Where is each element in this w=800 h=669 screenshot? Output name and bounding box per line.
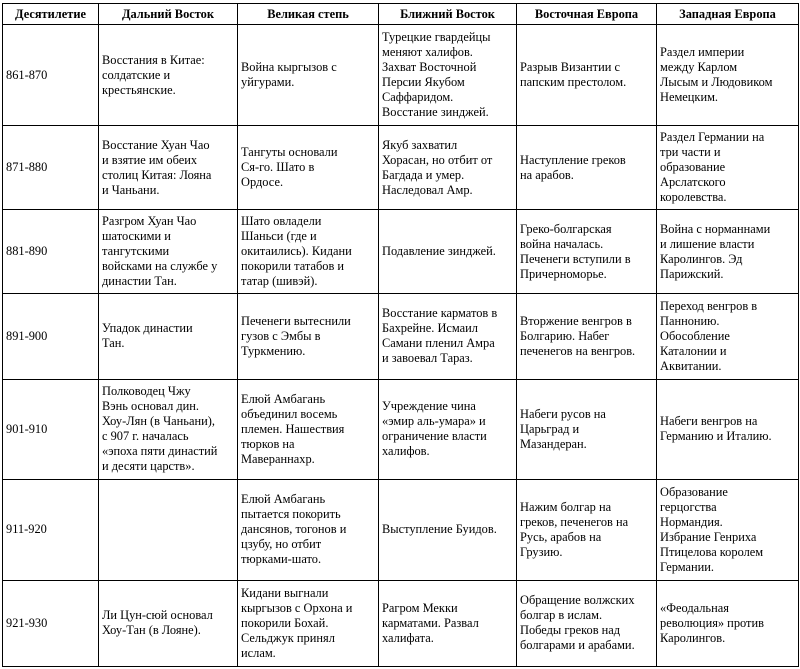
eastern-europe-cell: Нажим болгар на греков, печенегов на Русь, арабов на Грузию. xyxy=(517,479,657,580)
far-east-cell xyxy=(99,479,238,580)
western-europe-cell: Раздел Германии на три части и образование Арслатского королевства. xyxy=(657,126,799,210)
eastern-europe-cell: Наступление греков на арабов. xyxy=(517,126,657,210)
eastern-europe-cell: Греко-болгарская война началась. Печенеги вступили в Причерноморье. xyxy=(517,210,657,294)
great-steppe-cell: Елюй Амбагань пытается покорить дансянов, тогонов и цзубу, но отбит тюрками-шато. xyxy=(238,479,379,580)
table-row xyxy=(3,25,799,126)
table-row xyxy=(3,580,799,666)
table-row xyxy=(3,294,799,379)
header-decade: Десятилетие xyxy=(3,4,99,25)
decade-cell: 861-870 xyxy=(3,25,99,126)
great-steppe-cell: Война кыргызов с уйгурами. xyxy=(238,25,379,126)
header-far-east: Дальний Восток xyxy=(99,4,238,25)
western-europe-cell: Набеги венгров на Германию и Италию. xyxy=(657,379,799,479)
header-row xyxy=(3,4,799,25)
western-europe-cell: Раздел империи между Карлом Лысым и Людовиком Немецким. xyxy=(657,25,799,126)
decade-cell: 881-890 xyxy=(3,210,99,294)
great-steppe-cell: Шато овладели Шаньси (где и окитаились). Кидани покорили татабов и татар (шивэй). xyxy=(238,210,379,294)
western-europe-cell: Война с норманнами и лишение власти Каролингов. Эд Парижский. xyxy=(657,210,799,294)
table-row xyxy=(3,379,799,479)
chronology-table xyxy=(2,3,799,667)
great-steppe-cell: Кидани выгнали кыргызов с Орхона и покорили Бохай. Сельджук принял ислам. xyxy=(238,580,379,666)
near-east-cell: Учреждение чина «эмир аль-умара» и ограничение власти халифов. xyxy=(379,379,517,479)
western-europe-cell: Переход венгров в Паннонию. Обособление Каталонии и Аквитании. xyxy=(657,294,799,379)
eastern-europe-cell: Разрыв Византии с папским престолом. xyxy=(517,25,657,126)
far-east-cell: Восстание Хуан Чао и взятие им обеих столиц Китая: Лояна и Чаньани. xyxy=(99,126,238,210)
near-east-cell: Восстание карматов в Бахрейне. Исмаил Самани пленил Амра и завоевал Тараз. xyxy=(379,294,517,379)
header-eastern-europe: Восточная Европа xyxy=(517,4,657,25)
table-row xyxy=(3,210,799,294)
western-europe-cell: Образование герцогства Нормандия. Избрание Генриха Птицелова королем Германии. xyxy=(657,479,799,580)
near-east-cell: Выступление Буидов. xyxy=(379,479,517,580)
decade-cell: 871-880 xyxy=(3,126,99,210)
great-steppe-cell: Печенеги вытеснили гузов с Эмбы в Туркмению. xyxy=(238,294,379,379)
header-near-east: Ближний Восток xyxy=(379,4,517,25)
far-east-cell: Разгром Хуан Чао шатоскими и тангутскими войсками на службе у династии Тан. xyxy=(99,210,238,294)
eastern-europe-cell: Вторжение венгров в Болгарию. Набег печенегов на венгров. xyxy=(517,294,657,379)
eastern-europe-cell: Обращение волжских болгар в ислам. Победы греков над болгарами и арабами. xyxy=(517,580,657,666)
far-east-cell: Полководец Чжу Вэнь основал дин. Хоу-Лян (в Чаньани), с 907 г. началась «эпоха пяти династий и десяти царств». xyxy=(99,379,238,479)
far-east-cell: Упадок династии Тан. xyxy=(99,294,238,379)
near-east-cell: Якуб захватил Хорасан, но отбит от Багдада и умер. Наследовал Амр. xyxy=(379,126,517,210)
decade-cell: 901-910 xyxy=(3,379,99,479)
far-east-cell: Восстания в Китае: солдатские и крестьянские. xyxy=(99,25,238,126)
header-great-steppe: Великая степь xyxy=(238,4,379,25)
great-steppe-cell: Елюй Амбагань объединил восемь племен. Нашествия тюрков на Мавераннахр. xyxy=(238,379,379,479)
header-western-europe: Западная Европа xyxy=(657,4,799,25)
near-east-cell: Подавление зинджей. xyxy=(379,210,517,294)
western-europe-cell: «Феодальная революция» против Каролингов. xyxy=(657,580,799,666)
near-east-cell: Турецкие гвардейцы меняют халифов. Захват Восточной Персии Якубом Саффаридом. Восстание зинджей. xyxy=(379,25,517,126)
table-row xyxy=(3,126,799,210)
near-east-cell: Рагром Мекки карматами. Развал халифата. xyxy=(379,580,517,666)
decade-cell: 891-900 xyxy=(3,294,99,379)
decade-cell: 911-920 xyxy=(3,479,99,580)
great-steppe-cell: Тангуты основали Ся-го. Шато в Ордосе. xyxy=(238,126,379,210)
table-row xyxy=(3,479,799,580)
eastern-europe-cell: Набеги русов на Царьград и Мазандеран. xyxy=(517,379,657,479)
far-east-cell: Ли Цун-сюй основал Хоу-Тан (в Лояне). xyxy=(99,580,238,666)
decade-cell: 921-930 xyxy=(3,580,99,666)
